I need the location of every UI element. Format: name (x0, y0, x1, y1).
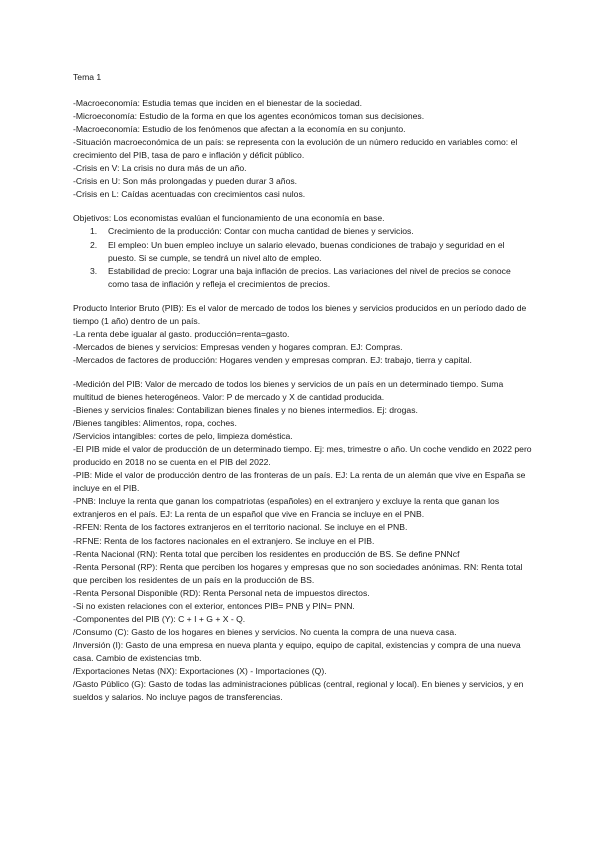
paragraph: -El PIB mide el valor de producción de un determinado tiempo. Ej: mes, trimestre o año. Un coche vendido en 2022 pero producido en 2018 no se cuenta en el PIB del 2022. (73, 444, 532, 468)
paragraph: /Bienes tangibles: Alimentos, ropa, coches. (73, 418, 237, 429)
paragraph: /Exportaciones Netas (NX): Exportaciones (X) - Importaciones (Q). (73, 665, 327, 676)
paragraph: -Renta Personal (RP): Renta que perciben los hogares y empresas que no son sociedades anónimas. RN: Renta total que perciben los residentes de un país en la producción de BS. (73, 561, 523, 585)
paragraph: -Mercados de bienes y servicios: Empresas venden y hogares compran. EJ: Compras. (73, 341, 403, 352)
definitions-section (73, 97, 533, 201)
paragraph: -RFEN: Renta de los factores extranjeros en el territorio nacional. Se incluye en el PNB. (73, 522, 408, 533)
paragraph: -Situación macroeconómica de un país: se representa con la evolución de un número reducido en variables como: el crecimiento del PIB, tasa de paro e inflación y déficit público. (73, 137, 518, 161)
paragraph: -Renta Nacional (RN): Renta total que perciben los residentes en producción de BS. Se define PNNcf (73, 548, 460, 559)
document-body (73, 71, 533, 704)
paragraph: /Servicios intangibles: cortes de pelo, limpieza doméstica. (73, 431, 293, 442)
list-number: 2. (90, 239, 98, 250)
paragraph: -Mercados de factores de producción: Hogares venden y empresas compran. EJ: trabajo, tierra y capital. (73, 354, 472, 365)
paragraph: /Consumo (C): Gasto de los hogares en bienes y servicios. No cuenta la compra de una nueva casa. (73, 626, 457, 637)
paragraph: -RFNE: Renta de los factores nacionales en el extranjero. Se incluye en el PIB. (73, 535, 375, 546)
list-item (73, 225, 533, 238)
list-item (73, 239, 533, 265)
pib-measurement-section (73, 378, 533, 704)
paragraph: /Inversión (I): Gasto de una empresa en nueva planta y equipo, equipo de capital, existencias y compra de una nueva casa. Cambio de existencias tmb. (73, 639, 521, 663)
list-item (73, 265, 533, 291)
pib-section (73, 302, 533, 367)
paragraph: -PNB: Incluye la renta que ganan los compatriotas (españoles) en el extranjero y excluye la renta que ganan los extranjeros en el país. EJ: La renta de un español que vive en Francia se incluye en el PNB. (73, 496, 500, 520)
paragraph: -Crisis en U: Son más prolongadas y pueden durar 3 años. (73, 176, 298, 187)
paragraph: -La renta debe igualar al gasto. producción=renta=gasto. (73, 328, 290, 339)
objectives-section (73, 212, 533, 290)
paragraph: -Macroeconomía: Estudio de los fenómenos que afectan a la economía en su conjunto. (73, 124, 406, 135)
objectives-intro: Objetivos: Los economistas evalúan el funcionamiento de una economía en base. (73, 213, 385, 224)
objectives-list (73, 225, 533, 290)
paragraph: -Microeconomía: Estudio de la forma en que los agentes económicos toman sus decisiones. (73, 111, 425, 122)
paragraph: /Gasto Público (G): Gasto de todas las administraciones públicas (central, regional y local). En bienes y servicios, y en sueldos y salarios. No incluye pagos de transferencias. (73, 679, 524, 703)
paragraph: -Si no existen relaciones con el exterior, entonces PIB= PNB y PIN= PNN. (73, 600, 355, 611)
paragraph: -Macroeconomía: Estudia temas que inciden en el bienestar de la sociedad. (73, 98, 363, 109)
paragraph: -Medición del PIB: Valor de mercado de todos los bienes y servicios de un país en un determinado tiempo. Suma multitud de bienes heterogéneos. Valor: P de mercado y X de cantidad producida. (73, 378, 504, 402)
list-number: 3. (90, 265, 98, 276)
paragraph: -Crisis en L: Caídas acentuadas con crecimientos casi nulos. (73, 189, 306, 200)
paragraph: -Renta Personal Disponible (RD): Renta Personal neta de impuestos directos. (73, 587, 370, 598)
paragraph: -PIB: Mide el valor de producción dentro de las fronteras de un país. EJ: La renta de un alemán que vive en España se incluye en el PIB. (73, 470, 526, 494)
paragraph: -Componentes del PIB (Y): C + I + G + X - Q. (73, 613, 246, 624)
list-text: Estabilidad de precio: Lograr una baja inflación de precios. Las variaciones del nivel de precios se conoce como tasa de inflación y refleja el crecimientos de precios. (108, 265, 511, 289)
paragraph: -Crisis en V: La crisis no dura más de un año. (73, 163, 247, 174)
page-title: Tema 1 (73, 72, 102, 82)
list-number: 1. (90, 226, 98, 237)
paragraph: Producto Interior Bruto (PIB): Es el valor de mercado de todos los bienes y servicios producidos en un período dado de tiempo (1 año) dentro de un país. (73, 302, 527, 326)
paragraph: -Bienes y servicios finales: Contabilizan bienes finales y no bienes intermedios. Ej: drogas. (73, 405, 418, 416)
list-text: El empleo: Un buen empleo incluye un salario elevado, buenas condiciones de trabajo y seguridad en el puesto. Si se cumple, se tendrá un nivel alto de empleo. (108, 239, 505, 263)
list-text: Crecimiento de la producción: Contar con mucha cantidad de bienes y servicios. (108, 226, 414, 237)
